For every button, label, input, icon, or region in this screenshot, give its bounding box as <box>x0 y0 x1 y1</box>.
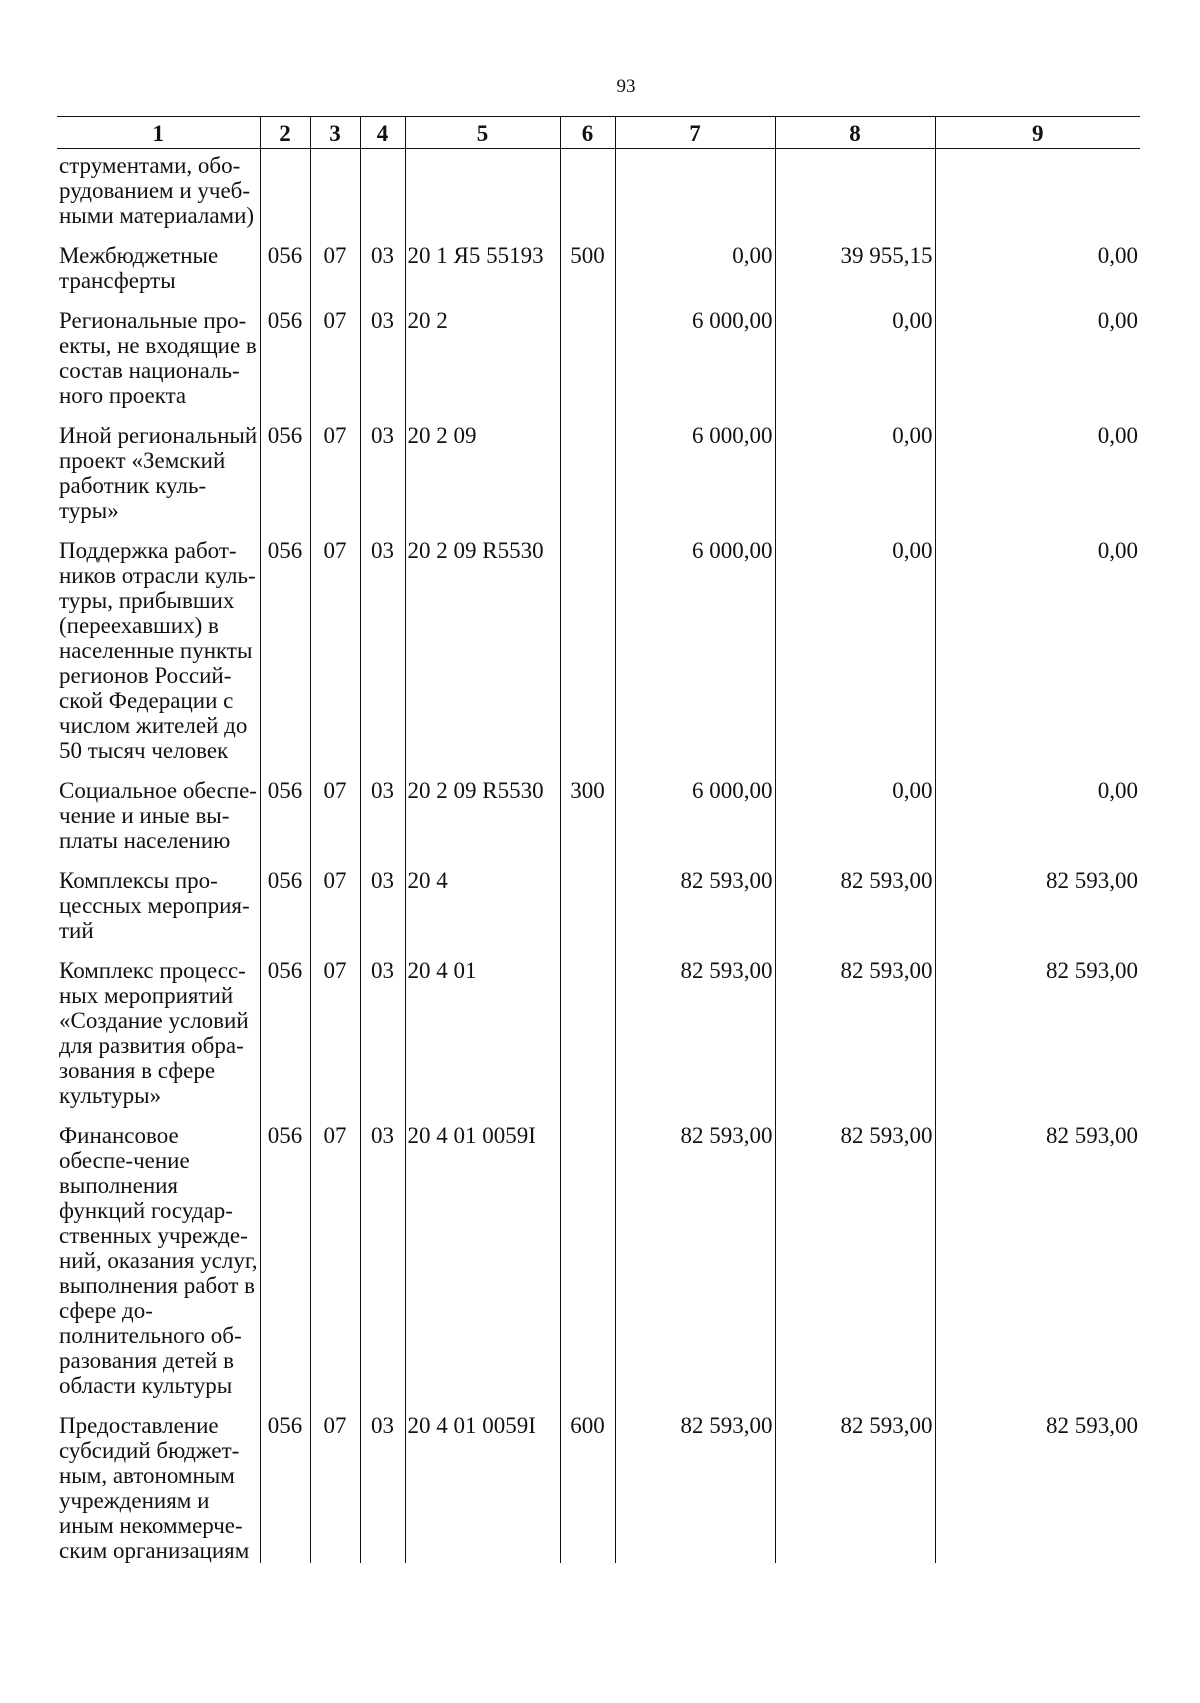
cell-subsection: 03 <box>360 1123 405 1413</box>
cell-section: 07 <box>310 243 360 308</box>
cell-expense-type <box>560 1123 615 1413</box>
cell-amount-7: 82 593,00 <box>615 1123 775 1413</box>
cell-amount-7: 6 000,00 <box>615 423 775 538</box>
cell-amount-9: 82 593,00 <box>935 1413 1140 1563</box>
cell-target-code: 20 2 09 R5530 <box>405 538 560 778</box>
cell-amount-9: 82 593,00 <box>935 1123 1140 1413</box>
cell-amount-9: 82 593,00 <box>935 868 1140 958</box>
header-cell: 8 <box>775 117 935 149</box>
row-name: Поддержка работ-ников отрасли куль-туры, прибывших (переехавших) в населенные пункты регионов Россий-ской Федерации с числом жителей до 50 тысяч человек <box>59 538 256 763</box>
table-row <box>57 778 1140 868</box>
cell-amount-9: 0,00 <box>935 243 1140 308</box>
cell-expense-type: 300 <box>560 778 615 868</box>
cell-expense-type <box>560 308 615 423</box>
cell-expense-type: 600 <box>560 1413 615 1563</box>
cell-target-code: 20 2 09 R5530 <box>405 778 560 868</box>
cell-amount-7: 6 000,00 <box>615 778 775 868</box>
cell-expense-type <box>560 423 615 538</box>
cell-amount-9: 0,00 <box>935 423 1140 538</box>
table-row <box>57 423 1140 538</box>
cell-subsection: 03 <box>360 538 405 778</box>
table-row <box>57 1413 1140 1563</box>
cell-expense-type: 500 <box>560 243 615 308</box>
cell-ministry <box>260 149 310 244</box>
row-name: Предоставление субсидий бюджет-ным, автономным учреждениям и иным некоммерче-ским организациям <box>59 1413 250 1563</box>
header-cell: 3 <box>310 117 360 149</box>
budget-table <box>57 116 1140 1563</box>
cell-amount-9: 0,00 <box>935 308 1140 423</box>
cell-subsection: 03 <box>360 958 405 1123</box>
row-name: Социальное обеспе-чение и иные вы-платы населению <box>59 778 257 853</box>
cell-target-code: 20 4 01 0059I <box>405 1413 560 1563</box>
cell-section: 07 <box>310 778 360 868</box>
table-row <box>57 958 1140 1123</box>
cell-section: 07 <box>310 1413 360 1563</box>
row-name: Комплексы про-цессных мероприя-тий <box>59 868 250 943</box>
page-number: 93 <box>616 76 636 97</box>
cell-amount-8: 82 593,00 <box>775 1123 935 1413</box>
cell-amount-7: 82 593,00 <box>615 1413 775 1563</box>
header-row <box>57 117 1140 149</box>
cell-target-code: 20 4 01 0059I <box>405 1123 560 1413</box>
cell-section: 07 <box>310 868 360 958</box>
cell-ministry: 056 <box>260 423 310 538</box>
cell-amount-7: 6 000,00 <box>615 538 775 778</box>
cell-amount-7: 82 593,00 <box>615 868 775 958</box>
cell-target-code: 20 1 Я5 55193 <box>405 243 560 308</box>
cell-subsection: 03 <box>360 423 405 538</box>
cell-section: 07 <box>310 538 360 778</box>
header-cell: 4 <box>360 117 405 149</box>
cell-ministry: 056 <box>260 538 310 778</box>
cell-expense-type <box>560 149 615 244</box>
cell-subsection <box>360 149 405 244</box>
cell-section: 07 <box>310 308 360 423</box>
table-row <box>57 868 1140 958</box>
cell-target-code: 20 2 <box>405 308 560 423</box>
cell-amount-7: 0,00 <box>615 243 775 308</box>
cell-subsection: 03 <box>360 778 405 868</box>
cell-section: 07 <box>310 1123 360 1413</box>
header-cell: 2 <box>260 117 310 149</box>
cell-section: 07 <box>310 958 360 1123</box>
row-name: Межбюджетные трансферты <box>59 243 219 293</box>
cell-ministry: 056 <box>260 1123 310 1413</box>
cell-amount-9: 0,00 <box>935 538 1140 778</box>
cell-amount-8: 0,00 <box>775 778 935 868</box>
cell-subsection: 03 <box>360 308 405 423</box>
row-name: Комплекс процесс-ных мероприятий «Создание условий для развития обра-зования в сфере культуры» <box>59 958 249 1108</box>
cell-subsection: 03 <box>360 868 405 958</box>
cell-section: 07 <box>310 423 360 538</box>
cell-ministry: 056 <box>260 1413 310 1563</box>
cell-amount-9: 0,00 <box>935 778 1140 868</box>
cell-expense-type <box>560 958 615 1123</box>
cell-ministry: 056 <box>260 868 310 958</box>
table-row <box>57 1123 1140 1413</box>
cell-amount-8 <box>775 149 935 244</box>
row-name: Иной региональный проект «Земский работник куль-туры» <box>59 423 258 523</box>
cell-amount-8: 82 593,00 <box>775 958 935 1123</box>
cell-amount-8: 82 593,00 <box>775 1413 935 1563</box>
cell-target-code: 20 2 09 <box>405 423 560 538</box>
cell-expense-type <box>560 538 615 778</box>
cell-subsection: 03 <box>360 1413 405 1563</box>
row-name: Финансовое обеспе-чение выполнения функций государ-ственных учрежде-ний, оказания услуг, выполнения работ в сфере до-полнительного об-разования детей в области культуры <box>59 1123 258 1398</box>
cell-amount-9 <box>935 149 1140 244</box>
header-cell: 5 <box>405 117 560 149</box>
table-row <box>57 538 1140 778</box>
cell-ministry: 056 <box>260 243 310 308</box>
cell-amount-8: 0,00 <box>775 538 935 778</box>
cell-ministry: 056 <box>260 778 310 868</box>
cell-expense-type <box>560 868 615 958</box>
cell-amount-8: 0,00 <box>775 308 935 423</box>
cell-target-code <box>405 149 560 244</box>
cell-subsection: 03 <box>360 243 405 308</box>
header-cell: 6 <box>560 117 615 149</box>
cell-amount-8: 0,00 <box>775 423 935 538</box>
header-cell: 9 <box>935 117 1140 149</box>
cell-amount-7: 82 593,00 <box>615 958 775 1123</box>
cell-section <box>310 149 360 244</box>
header-cell: 1 <box>57 117 260 149</box>
row-name: струментами, обо-рудованием и учеб-ными материалами) <box>59 153 255 228</box>
cell-target-code: 20 4 <box>405 868 560 958</box>
table-row <box>57 308 1140 423</box>
table-row <box>57 243 1140 308</box>
table-row <box>57 149 1140 244</box>
header-cell: 7 <box>615 117 775 149</box>
cell-ministry: 056 <box>260 958 310 1123</box>
cell-amount-7 <box>615 149 775 244</box>
cell-amount-9: 82 593,00 <box>935 958 1140 1123</box>
cell-amount-8: 39 955,15 <box>775 243 935 308</box>
cell-amount-8: 82 593,00 <box>775 868 935 958</box>
cell-ministry: 056 <box>260 308 310 423</box>
row-name: Региональные про-екты, не входящие в состав националь-ного проекта <box>59 308 257 408</box>
cell-amount-7: 6 000,00 <box>615 308 775 423</box>
cell-target-code: 20 4 01 <box>405 958 560 1123</box>
